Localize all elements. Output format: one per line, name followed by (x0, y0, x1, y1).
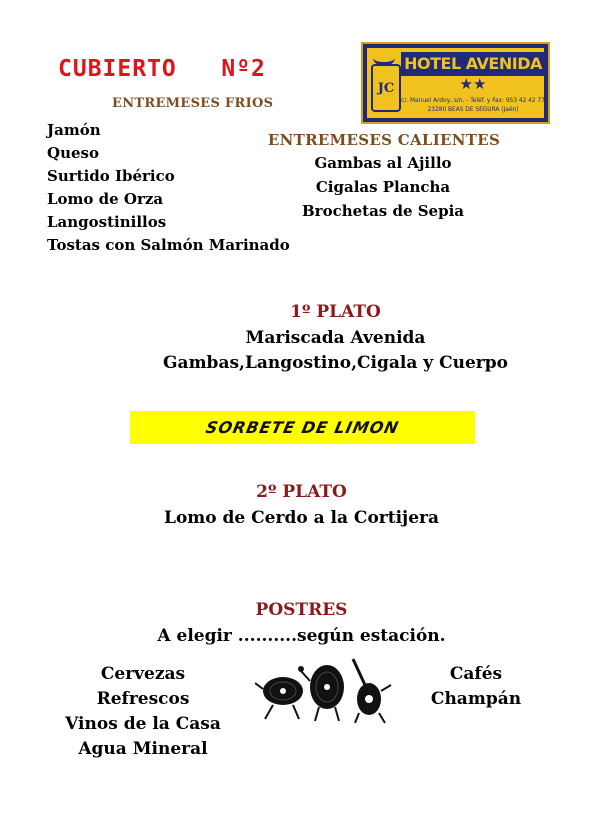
drinks-left-list (48, 662, 238, 762)
list-item: A elegir ..........según estación. (157, 626, 446, 646)
list-item: Gambas,Langostino,Cigala y Cuerpo (163, 353, 508, 373)
list-item: Surtido Ibérico (47, 167, 175, 185)
cold-starters-heading: ENTREMESES FRIOS (112, 96, 274, 111)
list-item: Cervezas (100, 664, 186, 684)
list-item: Agua Mineral (78, 739, 208, 759)
vinyl-record-icon (255, 677, 303, 719)
second-course-heading: 2º PLATO (256, 482, 347, 502)
hot-starters-heading: ENTREMESES CALIENTES (267, 131, 501, 149)
list-item: Cafés (449, 664, 503, 684)
list-item: Champán (430, 689, 522, 709)
logo-hotel-name: HOTEL AVENIDA (401, 52, 545, 76)
desserts-heading: POSTRES (255, 600, 348, 620)
first-course-heading: 1º PLATO (290, 302, 381, 322)
hot-starters-list (250, 151, 516, 223)
list-item: Cigalas Plancha (315, 178, 451, 196)
list-item: Jamón (47, 121, 101, 139)
logo-monogram: JC (371, 64, 401, 112)
sorbet-banner (130, 411, 475, 444)
list-item: Lomo de Cerdo a la Cortijera (163, 508, 439, 528)
hotel-logo (361, 42, 550, 124)
list-item: Vinos de la Casa (65, 714, 221, 734)
list-item: Langostinillos (47, 213, 167, 231)
list-item: Mariscada Avenida (245, 328, 426, 348)
first-course-list (0, 326, 593, 376)
logo-address-line1: c/. Manuel Ardoy, s/n. - Teléf. y Fax: 953 42 42 77 (401, 96, 545, 104)
logo-address (401, 96, 545, 114)
menu-title: CUBIERTO Nº2 (58, 56, 266, 82)
drinks-right-list (420, 662, 532, 712)
vinyl-record-icon (298, 665, 344, 721)
second-course-list (0, 506, 593, 530)
desserts-list (0, 624, 593, 648)
list-item: Gambas al Ajillo (314, 154, 452, 172)
guitar-icon (353, 659, 391, 723)
list-item: Tostas con Salmón Marinado (47, 236, 290, 254)
sorbet-label: SORBETE DE LIMON (204, 418, 401, 437)
music-records-guitar-icon (255, 655, 395, 725)
logo-address-line2: 23280 BEAS DE SEGURA (Jaén) (427, 105, 519, 113)
list-item: Lomo de Orza (47, 190, 164, 208)
list-item: Brochetas de Sepia (301, 202, 465, 220)
logo-stars: ★★ (459, 75, 487, 93)
list-item: Refrescos (96, 689, 190, 709)
list-item: Queso (47, 144, 99, 162)
